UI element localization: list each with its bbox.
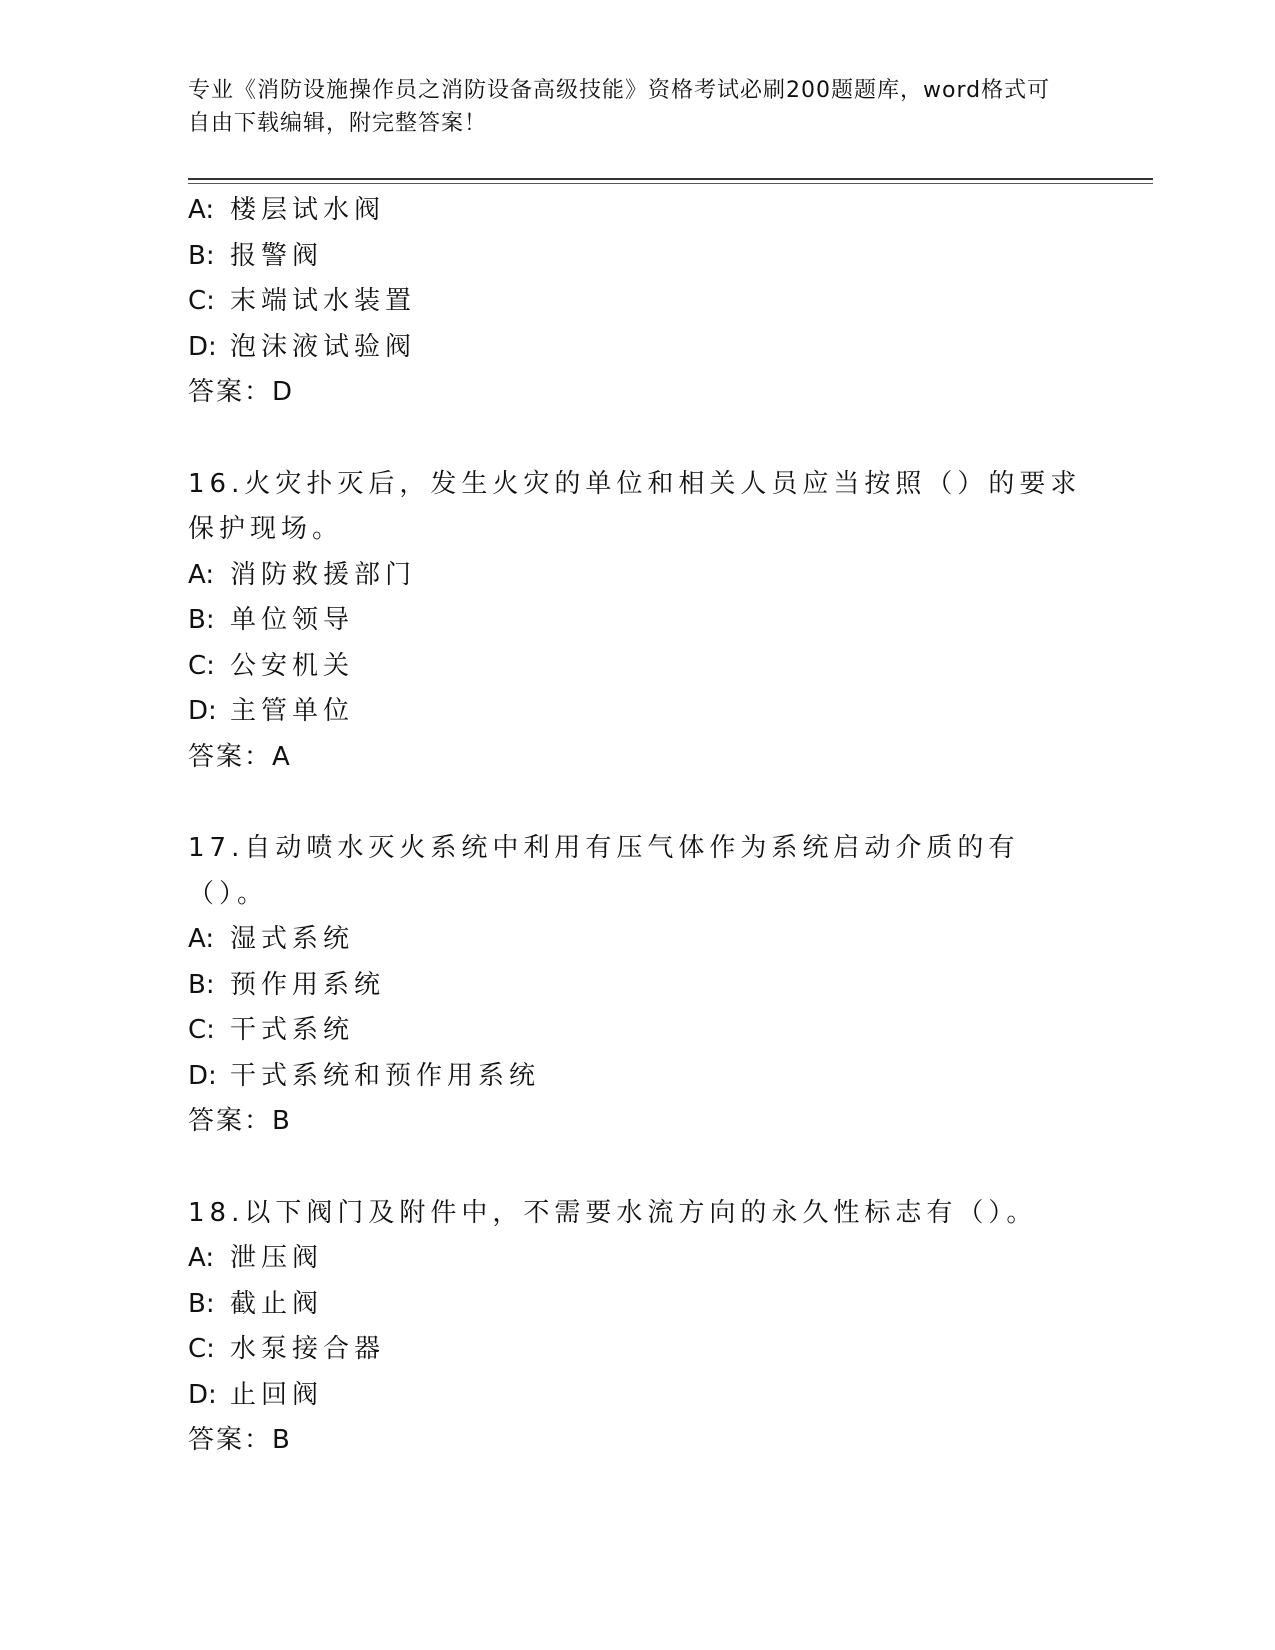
option-a: A: 湿式系统 [188, 924, 355, 954]
option-a: A: 消防救援部门 [188, 559, 417, 590]
answer: 答案：B [188, 1425, 292, 1455]
option-a: A: 泄压阀 [188, 1243, 324, 1273]
question-list [188, 188, 1088, 1464]
option-c: C: 干式系统 [188, 1015, 355, 1045]
option-b: B: 预作用系统 [188, 969, 386, 1000]
option-b: B: 单位领导 [188, 605, 355, 635]
option-d: D: 止回阀 [188, 1379, 324, 1410]
option-b: B: 截止阀 [188, 1288, 324, 1319]
option-c: C: 公安机关 [188, 650, 355, 681]
option-c: C: 水泵接合器 [188, 1334, 386, 1364]
option-a: A: 楼层试水阀 [188, 195, 386, 225]
answer: 答案：B [188, 1106, 292, 1136]
option-d: D: 干式系统和预作用系统 [188, 1060, 541, 1091]
question-text: 17.自动喷水灭火系统中利用有压气体作为系统启动介质的有（）。 [188, 833, 1020, 909]
question-16 [188, 462, 1088, 781]
question-18 [188, 1191, 1088, 1464]
option-d: D: 主管单位 [188, 696, 355, 726]
question-17 [188, 826, 1088, 1145]
answer: 答案：D [188, 377, 295, 407]
header-rule-thick [188, 178, 1153, 180]
answer: 答案：A [188, 741, 292, 772]
header-rule-thin [188, 183, 1153, 184]
document-header: 专业《消防设施操作员之消防设备高级技能》资格考试必刷200题题库，word格式可自由下载编辑，附完整答案！ [188, 78, 1051, 136]
option-c: C: 末端试水装置 [188, 286, 417, 316]
option-b: B: 报警阀 [188, 240, 324, 271]
question-text: 18.以下阀门及附件中，不需要水流方向的永久性标志有（）。 [188, 1197, 1038, 1228]
option-d: D: 泡沫液试验阀 [188, 331, 417, 362]
question-partial [188, 188, 1088, 416]
question-text: 16.火灾扑灭后，发生火灾的单位和相关人员应当按照（）的要求保护现场。 [188, 468, 1082, 544]
